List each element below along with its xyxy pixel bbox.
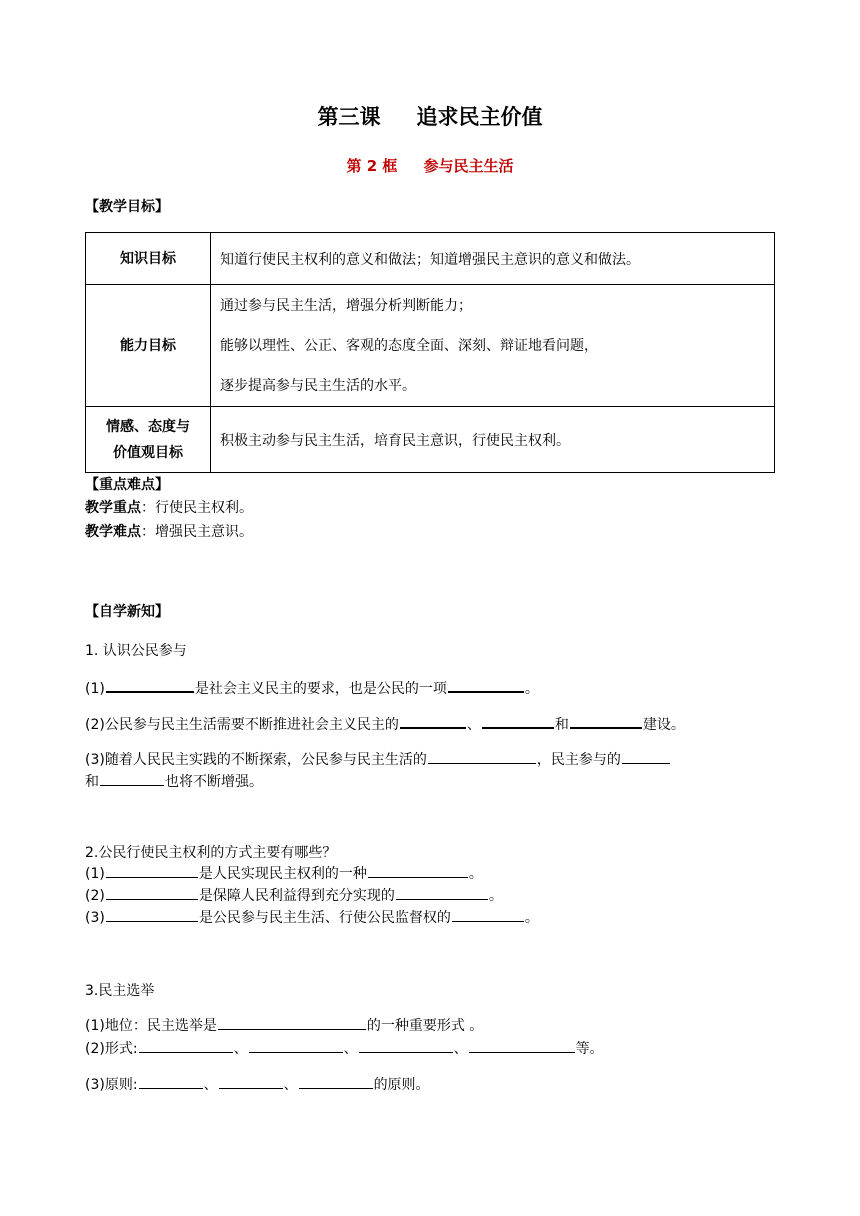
q1-line-1-text: 。	[524, 681, 539, 697]
q2-line-3-text: (3)	[85, 910, 105, 926]
blank-field[interactable]	[219, 1073, 283, 1089]
q2-line-3-text: 是公民参与民主生活、行使公民监督权的	[198, 910, 451, 926]
difficulty-line	[85, 521, 253, 541]
q3-line-1	[85, 1014, 483, 1036]
q1-line-2-text: (2)公民参与民主生活需要不断推进社会主义民主的	[85, 717, 399, 733]
blank-field[interactable]	[139, 1073, 203, 1089]
emotion-goal-label-line1: 情感、态度与	[106, 418, 190, 435]
goals-row-knowledge	[86, 233, 775, 285]
lesson-title-number: 第三课	[317, 105, 381, 129]
q1-line-3	[85, 748, 671, 770]
goals-row-emotion	[86, 407, 775, 473]
q3-line-3	[85, 1073, 430, 1095]
blank-field[interactable]	[359, 1037, 453, 1053]
q3-line-2-text: 、	[233, 1041, 248, 1057]
q3-line-3-text: 、	[283, 1077, 298, 1093]
q1-line-4-text: 也将不断增强。	[165, 774, 263, 790]
q3-line-2-text: 等。	[575, 1041, 604, 1057]
subtitle-frame-number: 第 2 框	[346, 157, 398, 175]
key-point-line	[85, 497, 253, 517]
q3-line-1-text: (1)地位：民主选举是	[85, 1018, 217, 1034]
ability-goal-line: 能够以理性、公正、客观的态度全面、深刻、辩证地看问题，	[220, 337, 598, 354]
knowledge-goal-text: 知道行使民主权利的意义和做法；知道增强民主意识的意义和做法。	[211, 233, 775, 285]
q3-heading: 3.民主选举	[85, 983, 155, 999]
q3-line-2	[85, 1037, 604, 1059]
q2-line-1-text: 。	[468, 866, 483, 882]
q3-line-3-text: (3)原则:	[85, 1077, 138, 1093]
lesson-title-name: 追求民主价值	[416, 105, 543, 129]
q1-line-1	[85, 676, 539, 699]
blank-field[interactable]	[428, 748, 536, 764]
q2-line-1-text: 是人民实现民主权利的一种	[198, 866, 367, 882]
goals-table	[85, 232, 775, 473]
blank-field[interactable]	[299, 1073, 373, 1089]
subtitle-frame-name: 参与民主生活	[423, 157, 514, 175]
section-heading-self-study: 【自学新知】	[85, 604, 169, 620]
blank-field[interactable]	[218, 1014, 366, 1030]
q2-line-1-text: (1)	[85, 866, 105, 882]
blank-field[interactable]	[106, 862, 198, 878]
ability-goal-line: 逐步提高参与民主生活的水平。	[220, 377, 416, 394]
blank-field[interactable]	[469, 1037, 575, 1053]
ability-goal-line: 通过参与民主生活，增强分析判断能力；	[220, 297, 472, 314]
blank-field[interactable]	[106, 906, 198, 922]
q1-line-2-text: 、	[466, 717, 481, 733]
q1-line-1-text: (1)	[85, 681, 105, 697]
blank-field[interactable]	[106, 676, 194, 693]
q1-line-2	[85, 712, 685, 735]
q2-line-2-text: (2)	[85, 888, 105, 904]
q2-line-3	[85, 906, 539, 928]
q2-line-2-text: 。	[488, 888, 503, 904]
ability-goal-text	[211, 285, 775, 407]
knowledge-goal-label: 知识目标	[86, 233, 211, 285]
blank-field[interactable]	[368, 862, 468, 878]
goals-row-ability	[86, 285, 775, 407]
q3-line-2-text: 、	[453, 1041, 468, 1057]
difficulty-label: 教学难点	[85, 524, 141, 540]
q1-line-3-text: (3)随着人民民主实践的不断探索，公民参与民主生活的	[85, 752, 427, 768]
section-heading-goals: 【教学目标】	[85, 199, 169, 215]
section-heading-key-points: 【重点难点】	[85, 477, 169, 493]
ability-goal-label: 能力目标	[86, 285, 211, 407]
key-point-label: 教学重点	[85, 500, 141, 516]
q3-line-3-text: 的原则。	[373, 1077, 430, 1093]
section-subtitle	[0, 155, 860, 176]
emotion-goal-label-line2: 价值观目标	[113, 444, 183, 461]
q2-line-3-text: 。	[524, 910, 539, 926]
q2-line-2	[85, 884, 503, 906]
emotion-goal-text: 积极主动参与民主生活，培育民主意识，行使民主权利。	[211, 407, 775, 473]
q3-line-3-text: 、	[203, 1077, 218, 1093]
blank-field[interactable]	[249, 1037, 343, 1053]
blank-field[interactable]	[482, 712, 554, 729]
blank-field[interactable]	[622, 748, 670, 764]
q1-line-1-text: 是社会主义民主的要求，也是公民的一项	[194, 681, 447, 697]
blank-field[interactable]	[452, 906, 524, 922]
blank-field[interactable]	[100, 770, 164, 786]
blank-field[interactable]	[570, 712, 642, 729]
key-point-text: ：行使民主权利。	[141, 500, 253, 516]
blank-field[interactable]	[448, 676, 524, 693]
difficulty-text: ：增强民主意识。	[141, 524, 253, 540]
q2-heading: 2.公民行使民主权利的方式主要有哪些？	[85, 845, 337, 861]
q1-heading: 1. 认识公民参与	[85, 643, 187, 659]
q2-line-1	[85, 862, 483, 884]
q3-line-2-text: 、	[343, 1041, 358, 1057]
q2-line-2-text: 是保障人民利益得到充分实现的	[198, 888, 395, 904]
blank-field[interactable]	[396, 884, 488, 900]
q1-line-4	[85, 770, 263, 792]
lesson-title	[0, 101, 860, 131]
q1-line-2-text: 和	[554, 717, 569, 733]
blank-field[interactable]	[106, 884, 198, 900]
q3-line-1-text: 的一种重要形式 。	[366, 1018, 484, 1034]
blank-field[interactable]	[139, 1037, 233, 1053]
q1-line-3-text: ，民主参与的	[536, 752, 621, 768]
q1-line-2-text: 建设。	[642, 717, 685, 733]
blank-field[interactable]	[400, 712, 466, 729]
emotion-goal-label	[86, 407, 211, 473]
q3-line-2-text: (2)形式:	[85, 1041, 138, 1057]
q1-line-4-text: 和	[85, 774, 99, 790]
